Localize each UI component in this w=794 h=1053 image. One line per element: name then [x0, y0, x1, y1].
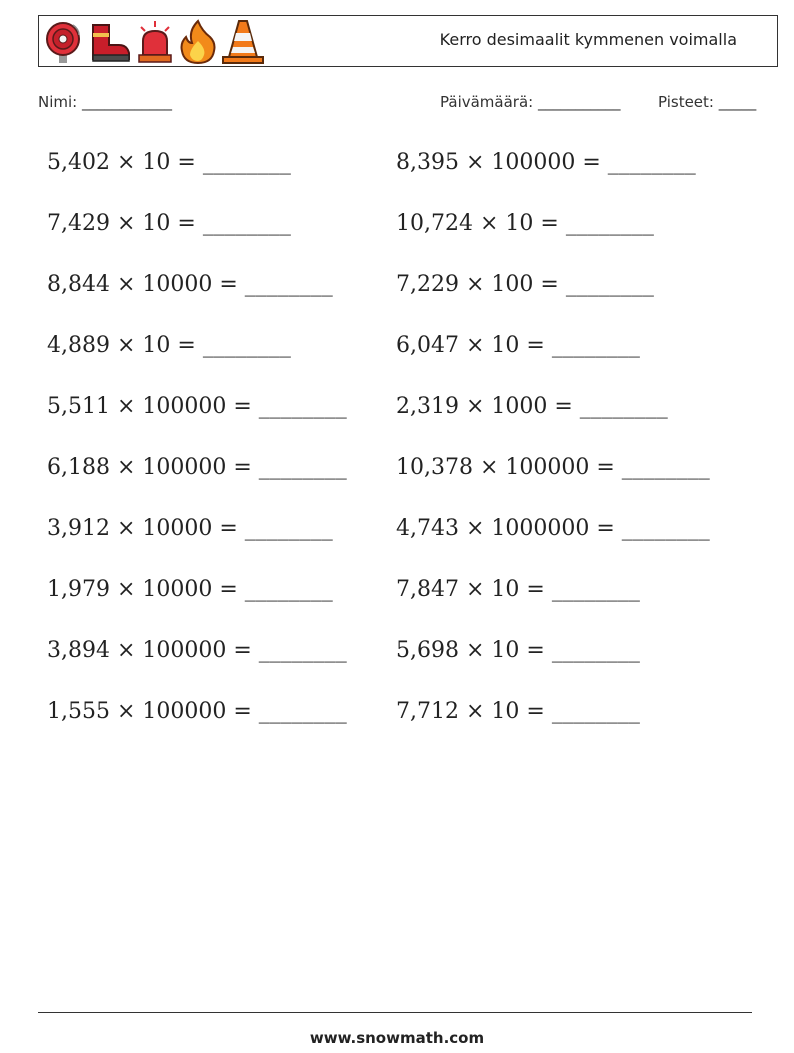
- problem-right-1: 8,395 × 100000 = ________: [396, 150, 696, 175]
- date-field: Päivämäärä: ___________: [440, 93, 621, 111]
- problem-left-1: 5,402 × 10 = ________: [47, 150, 291, 175]
- problem-left-6: 6,188 × 100000 = ________: [47, 455, 347, 480]
- problem-right-7: 4,743 × 1000000 = ________: [396, 516, 710, 541]
- problem-right-6: 10,378 × 100000 = ________: [396, 455, 710, 480]
- problem-right-10: 7,712 × 10 = ________: [396, 699, 640, 724]
- footer-divider: [38, 1012, 752, 1013]
- problem-right-8: 7,847 × 10 = ________: [396, 577, 640, 602]
- problem-right-3: 7,229 × 100 = ________: [396, 272, 654, 297]
- problem-left-10: 1,555 × 100000 = ________: [47, 699, 347, 724]
- flame-icon: [179, 19, 217, 65]
- problem-left-3: 8,844 × 10000 = ________: [47, 272, 333, 297]
- problem-right-2: 10,724 × 10 = ________: [396, 211, 654, 236]
- problem-left-9: 3,894 × 100000 = ________: [47, 638, 347, 663]
- problem-right-5: 2,319 × 1000 = ________: [396, 394, 668, 419]
- header-icons: [43, 18, 265, 66]
- problem-left-7: 3,912 × 10000 = ________: [47, 516, 333, 541]
- problem-left-4: 4,889 × 10 = ________: [47, 333, 291, 358]
- siren-light-icon: [135, 19, 175, 65]
- worksheet-title: Kerro desimaalit kymmenen voimalla: [439, 30, 737, 49]
- problem-left-2: 7,429 × 10 = ________: [47, 211, 291, 236]
- worksheet-header: [38, 15, 778, 67]
- problem-left-8: 1,979 × 10000 = ________: [47, 577, 333, 602]
- firefighter-boot-icon: [87, 19, 131, 65]
- traffic-cone-icon: [221, 19, 265, 65]
- footer-url: www.snowmath.com: [309, 1029, 485, 1047]
- score-field: Pisteet: _____: [658, 93, 757, 111]
- problem-left-5: 5,511 × 100000 = ________: [47, 394, 347, 419]
- problem-right-9: 5,698 × 10 = ________: [396, 638, 640, 663]
- fire-alarm-bell-icon: [43, 19, 83, 65]
- name-field: Nimi: ____________: [38, 93, 172, 111]
- problem-right-4: 6,047 × 10 = ________: [396, 333, 640, 358]
